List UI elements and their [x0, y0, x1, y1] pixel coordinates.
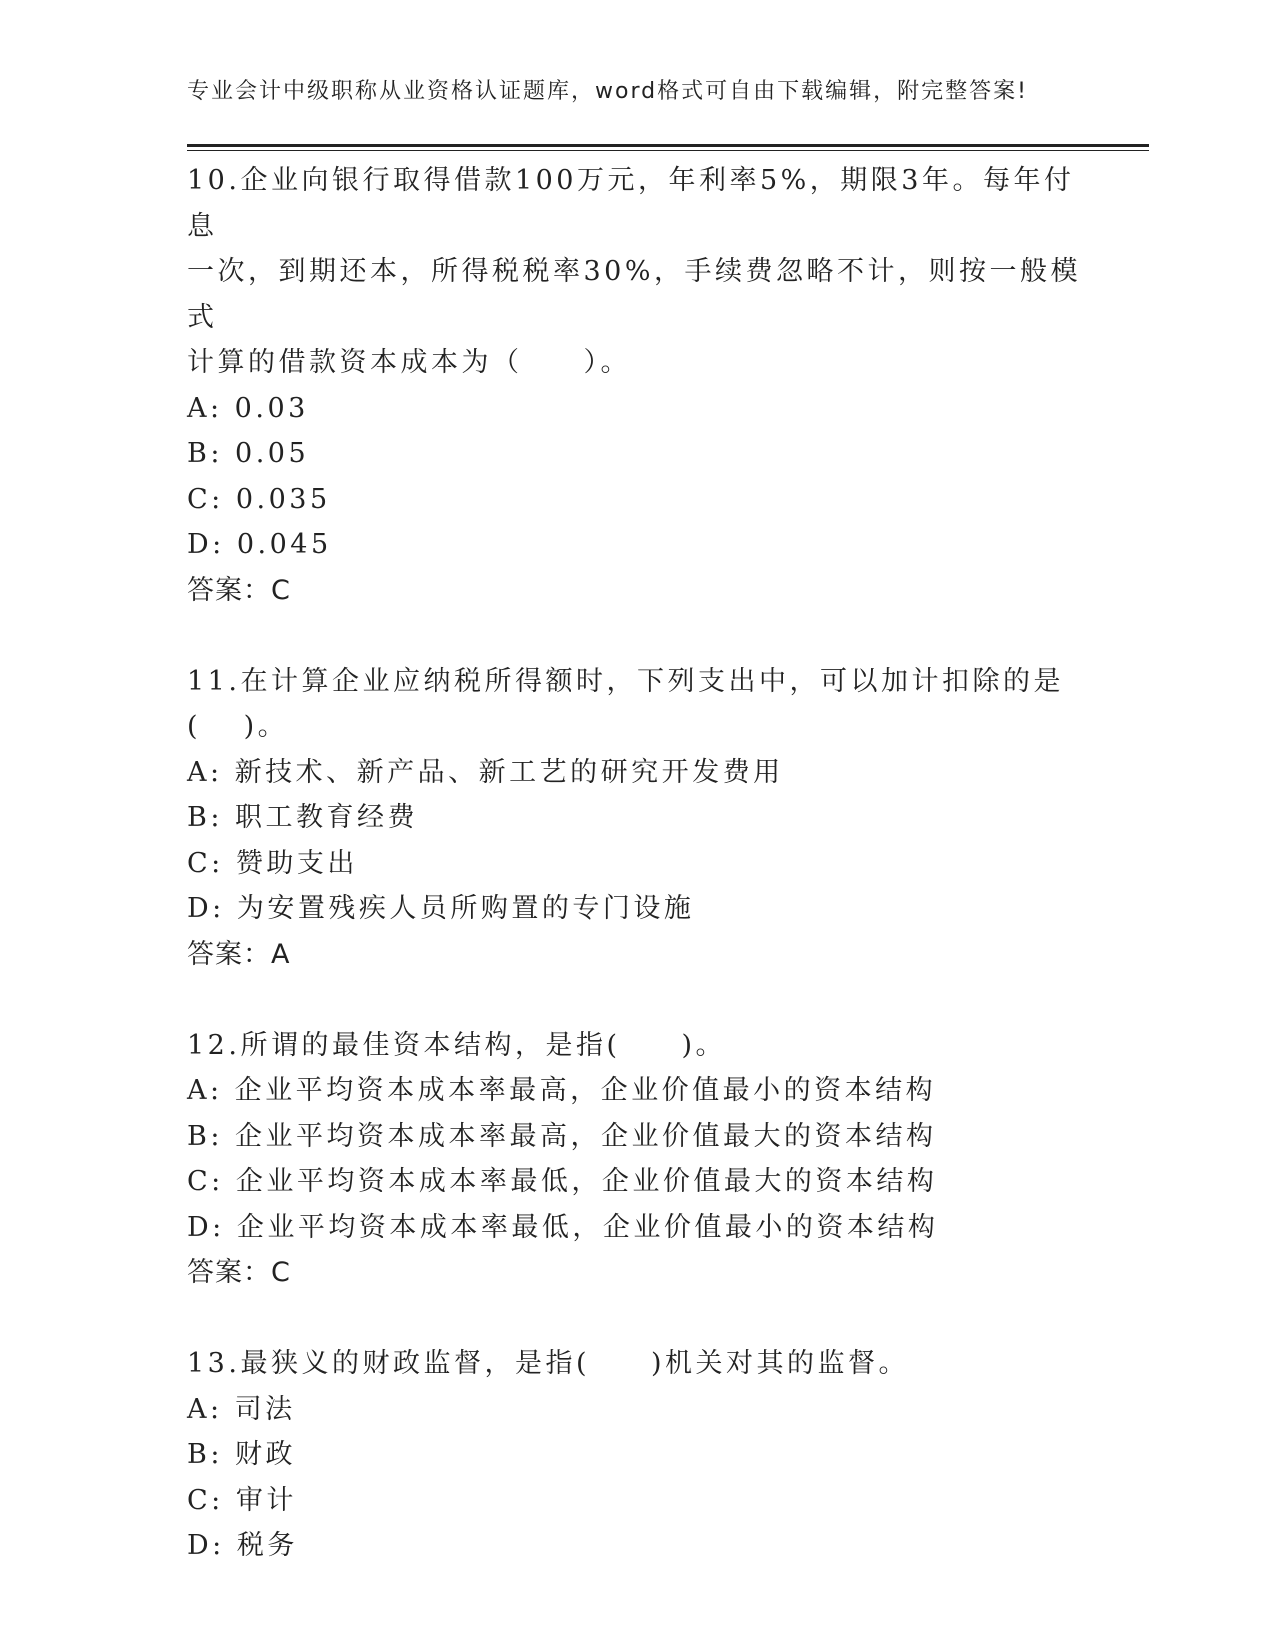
option-a: A: 企业平均资本成本率最高，企业价值最小的资本结构 [187, 1075, 937, 1106]
option-a: A: 司法 [187, 1393, 296, 1425]
question-12 [187, 1023, 1087, 1296]
option-d: D: 企业平均资本成本率最低，企业价值最小的资本结构 [187, 1211, 939, 1243]
header-rule-thick [187, 144, 1149, 147]
question-stem-line: 计算的借款资本成本为（ ）。 [187, 347, 631, 378]
question-spacer [187, 1296, 1087, 1342]
question-10 [187, 158, 1087, 613]
option-d: D: 0.045 [187, 529, 332, 560]
question-stem-line: 一次，到期还本，所得税税率30%，手续费忽略不计，则按一般模式 [187, 256, 1082, 333]
question-spacer [187, 977, 1087, 1023]
question-spacer [187, 613, 1087, 659]
question-13 [187, 1341, 1087, 1569]
question-11 [187, 659, 1087, 978]
question-stem-line: 11.在计算企业应纳税所得额时，下列支出中，可以加计扣除的是 [187, 665, 1064, 697]
header-rule-thin [187, 150, 1149, 151]
answer-line: 答案：A [187, 938, 291, 970]
question-list [187, 158, 1087, 1569]
option-a: A: 0.03 [187, 392, 309, 424]
option-d: D: 税务 [187, 1530, 298, 1561]
answer-line: 答案：C [187, 574, 291, 606]
option-b: B: 企业平均资本成本率最高，企业价值最大的资本结构 [187, 1120, 937, 1152]
question-stem-line: ( )。 [187, 711, 289, 742]
option-b: B: 0.05 [187, 438, 310, 469]
answer-line: 答案：C [187, 1257, 291, 1288]
page-header: 专业会计中级职称从业资格认证题库，word格式可自由下载编辑，附完整答案! [187, 79, 1028, 104]
option-a: A: 新技术、新产品、新工艺的研究开发费用 [187, 756, 784, 788]
option-b: B: 职工教育经费 [187, 802, 419, 833]
question-stem-line: 10.企业向银行取得借款100万元，年利率5%，期限3年。每年付息 [187, 165, 1075, 242]
option-d: D: 为安置残疾人员所购置的专门设施 [187, 893, 695, 924]
option-c: C: 企业平均资本成本率最低，企业价值最大的资本结构 [187, 1166, 938, 1197]
option-c: C: 审计 [187, 1484, 297, 1516]
question-stem-line: 12.所谓的最佳资本结构，是指( )。 [187, 1029, 727, 1061]
option-c: C: 0.035 [187, 483, 331, 515]
option-b: B: 财政 [187, 1439, 297, 1470]
question-stem-line: 13.最狭义的财政监督，是指( )机关对其的监督。 [187, 1348, 910, 1379]
option-c: C: 赞助支出 [187, 847, 358, 879]
